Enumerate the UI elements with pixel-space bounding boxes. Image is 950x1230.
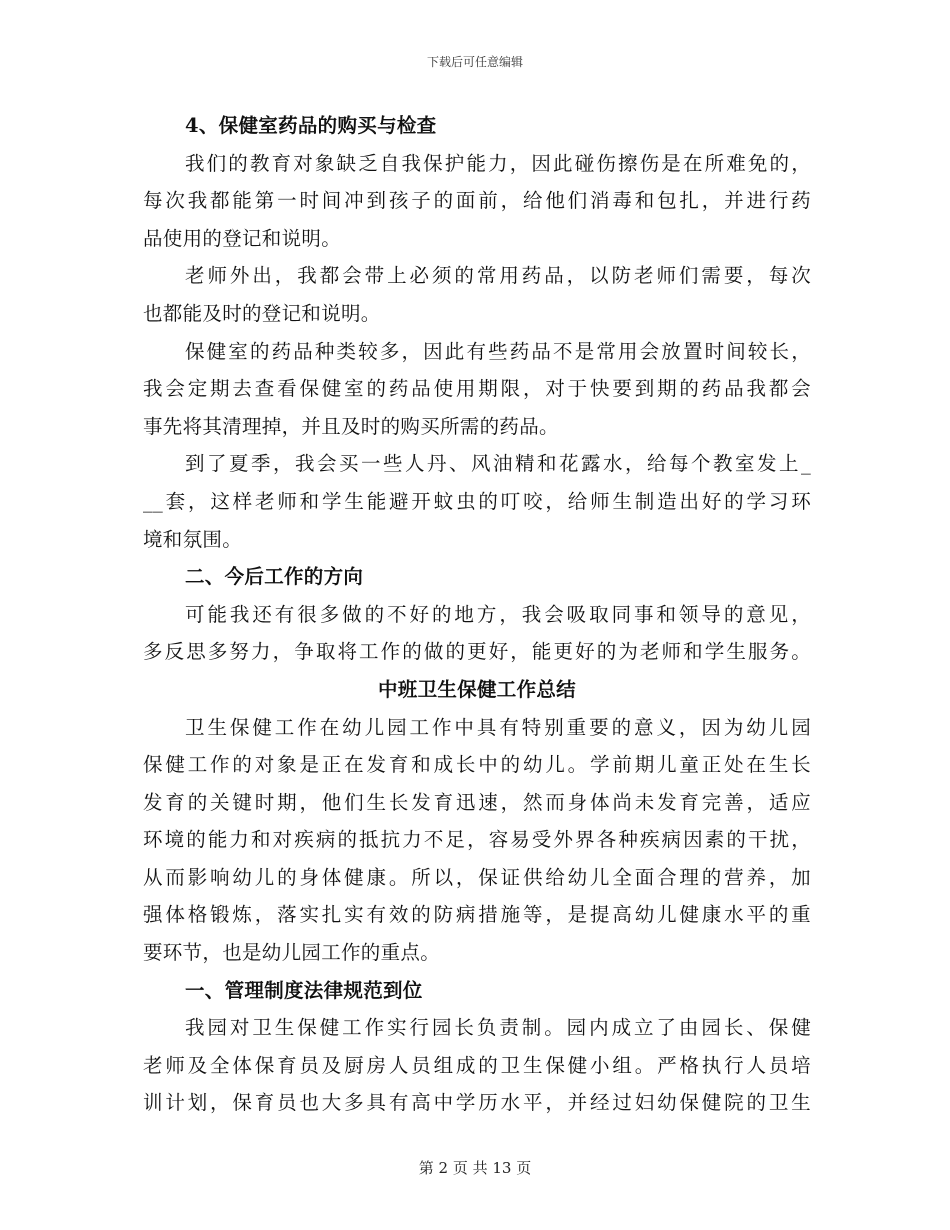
- page-header: 下载后可任意编辑: [426, 55, 523, 69]
- text-line: 也都能及时的登记和说明。: [143, 301, 381, 325]
- text-line: 从而影响幼儿的身体健康。所以，保证供给幼儿全面合理的营养，加: [143, 865, 811, 889]
- text-line: 老师及全体保育员及厨房人员组成的卫生保健小组。严格执行人员培: [143, 1053, 811, 1077]
- text-line: 我园对卫生保健工作实行园长负责制。园内成立了由园长、保健: [185, 1016, 811, 1040]
- text-line: 要环节，也是幼儿园工作的重点。: [143, 941, 441, 965]
- section-heading: 4、保健室药品的购买与检查: [185, 114, 437, 137]
- section-heading: 二、今后工作的方向: [185, 565, 364, 589]
- text-line: 品使用的登记和说明。: [143, 226, 342, 250]
- text-line: 保健工作的对象是正在发育和成长中的幼儿。学前期儿童正处在生长: [143, 753, 811, 777]
- text-line: 卫生保健工作在幼儿园工作中具有特别重要的意义，因为幼儿园: [185, 715, 811, 739]
- text-line: 发育的关键时期，他们生长发育迅速，然而身体尚未发育完善，适应: [143, 790, 811, 814]
- text-line: 我们的教育对象缺乏自我保护能力，因此碰伤擦伤是在所难免的，: [185, 151, 811, 175]
- document-body: [143, 107, 811, 1122]
- text-line: 老师外出，我都会带上必须的常用药品，以防老师们需要，每次: [185, 264, 811, 288]
- text-line: 多反思多努力，争取将工作的做的更好，能更好的为老师和学生服务。: [143, 640, 811, 664]
- section-heading: 中班卫生保健工作总结: [377, 677, 576, 701]
- text-line: 保健室的药品种类较多，因此有些药品不是常用会放置时间较长，: [185, 339, 811, 363]
- text-line: 可能我还有很多做的不好的地方，我会吸取同事和领导的意见，: [185, 602, 811, 626]
- text-line: 环境的能力和对疾病的抵抗力不足，容易受外界各种疾病因素的干扰，: [143, 828, 811, 852]
- section-heading: 一、管理制度法律规范到位: [185, 978, 423, 1002]
- text-line: 训计划，保育员也大多具有高中学历水平，并经过妇幼保健院的卫生: [143, 1091, 811, 1115]
- text-line: __套，这样老师和学生能避开蚊虫的叮咬，给师生制造出好的学习环: [143, 489, 811, 513]
- text-line: 到了夏季，我会买一些人丹、风油精和花露水，给每个教室发上_: [185, 452, 811, 476]
- page-footer: 第 2 页 共 13 页: [418, 1159, 532, 1177]
- text-line: 事先将其清理掉，并且及时的购买所需的药品。: [143, 414, 559, 438]
- text-line: 境和氛围。: [143, 527, 243, 551]
- text-line: 每次我都能第一时间冲到孩子的面前，给他们消毒和包扎，并进行药: [143, 189, 811, 213]
- text-line: 我会定期去查看保健室的药品使用期限，对于快要到期的药品我都会: [143, 377, 811, 401]
- text-line: 强体格锻炼，落实扎实有效的防病措施等，是提高幼儿健康水平的重: [143, 903, 811, 927]
